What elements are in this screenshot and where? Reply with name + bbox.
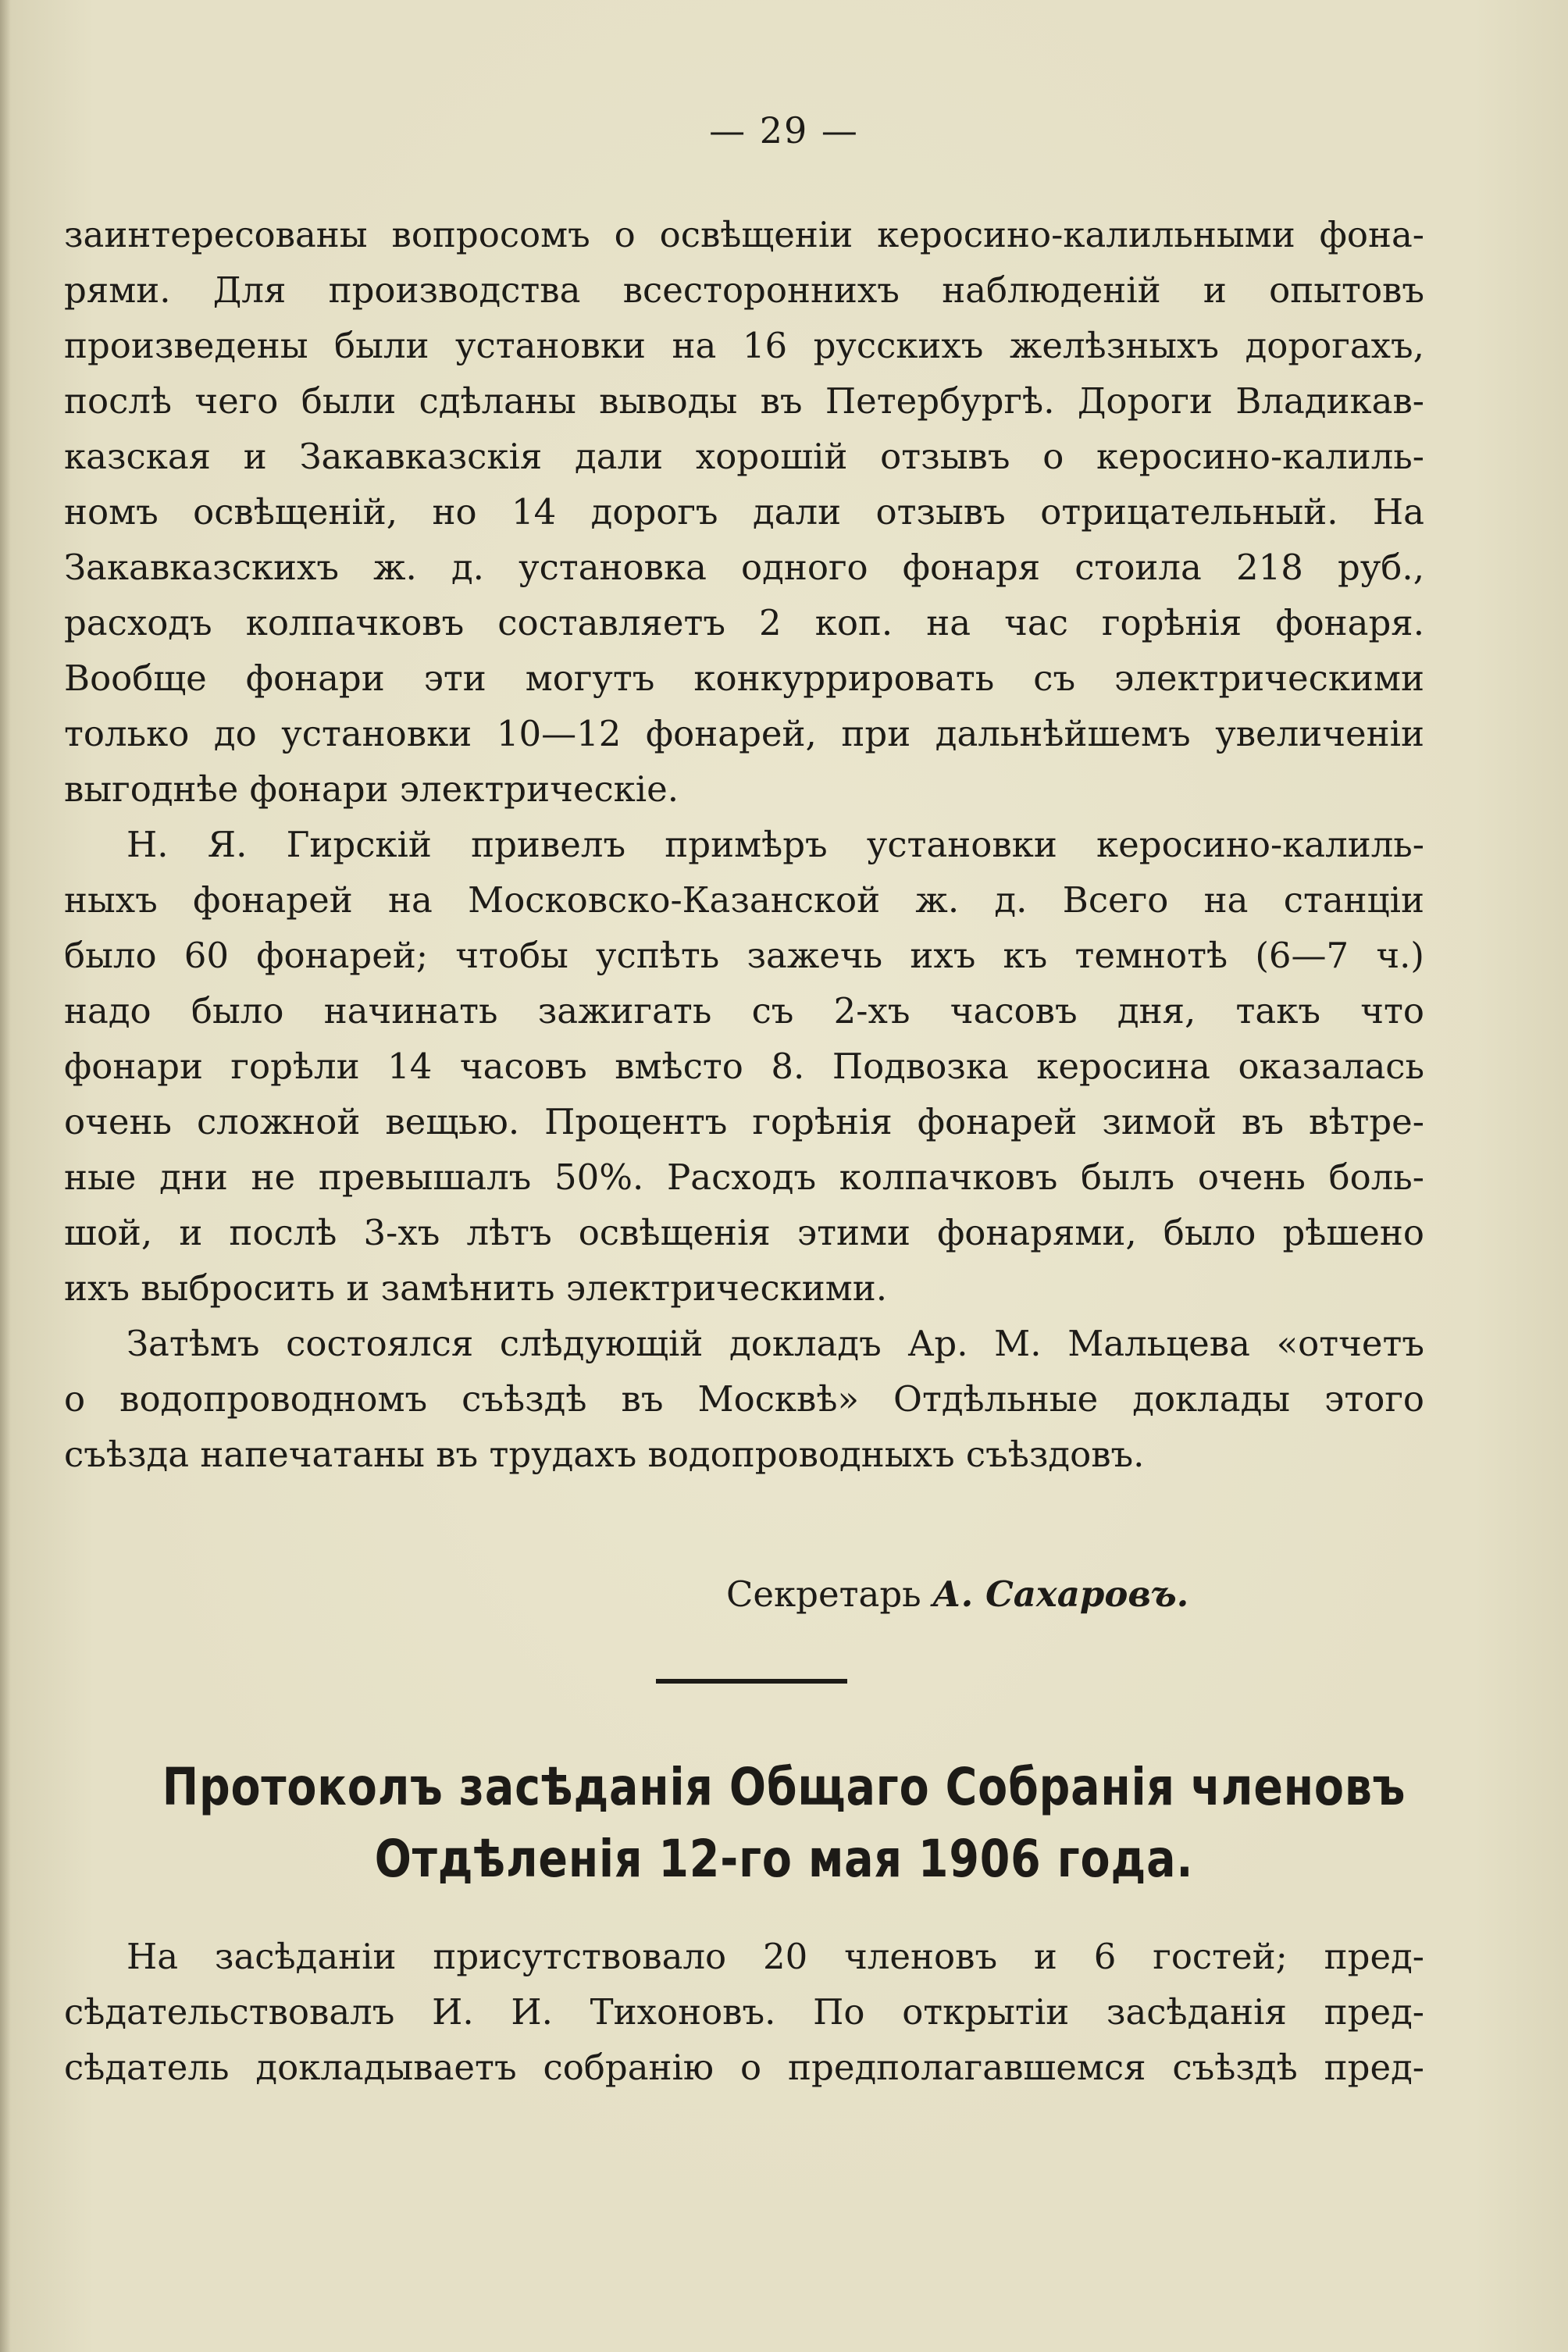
text-line: ихъ выбросить и замѣнить электрическими. [64,1267,888,1309]
page-number: — 29 — [709,109,859,151]
text-line: Затѣмъ состоялся слѣдующiй докладъ Ар. М. Мальцева «отчетъ [127,1323,1424,1364]
text-line: сѣдательствовалъ И. И. Тихоновъ. По открытiи засѣданiя пред- [64,1991,1424,2033]
section-heading-line-1: Протоколъ засѣданiя Общаго Собранiя членовъ [162,1757,1406,1817]
text-line: очень сложной вещью. Процентъ горѣнiя фонарей зимой въ вѣтре- [64,1101,1424,1142]
text-line: съѣзда напечатаны въ трудахъ водопроводныхъ съѣздовъ. [64,1434,1145,1475]
upper-text-block [64,207,1424,1482]
text-line: казская и Закавказскiя дали хорошiй отзывъ о керосино-калиль- [64,436,1424,477]
secretary-signature [726,1573,1188,1615]
text-line: На засѣданiи присутствовало 20 членовъ и 6 гостей; пред- [127,1936,1424,1977]
text-line: произведены были установки на 16 русскихъ желѣзныхъ дорогахъ, [64,325,1424,366]
signature-name: А. Сахаровъ. [932,1573,1189,1615]
text-line: Н. Я. Гирскiй привелъ примѣръ установки керосино-калиль- [127,824,1424,865]
text-line: Вообще фонари эти могутъ конкуррировать съ электрическими [64,657,1424,699]
text-line: ные дни не превышалъ 50%. Расходъ колпачковъ былъ очень боль- [64,1156,1424,1198]
section-heading-line-2: Отдѣленiя 12-го мая 1906 года. [374,1829,1194,1889]
section-divider [656,1679,847,1684]
text-line: ныхъ фонарей на Московско-Казанской ж. д. Всего на станцiи [64,879,1424,921]
text-line: было 60 фонарей; чтобы успѣть зажечь ихъ къ темнотѣ (6—7 ч.) [64,935,1424,976]
text-line: сѣдатель докладываетъ собранiю о предполагавшемся съѣздѣ пред- [64,2047,1424,2088]
text-line: заинтересованы вопросомъ о освѣщенiи керосино-калильными фона- [64,214,1424,255]
page-binding-shadow [0,0,11,2352]
text-line: шой, и послѣ 3-хъ лѣтъ освѣщенiя этими фонарями, было рѣшено [64,1212,1424,1253]
text-line: только до установки 10—12 фонарей, при дальнѣйшемъ увеличенiи [64,713,1424,754]
text-line: выгоднѣе фонари электрическiе. [64,768,679,810]
signature-role: Секретарь [726,1573,921,1615]
text-line: надо было начинать зажигать съ 2-хъ часовъ дня, такъ что [64,990,1424,1032]
text-line: Закавказскихъ ж. д. установка одного фонаря стоила 218 руб., [64,547,1424,588]
text-line: фонари горѣли 14 часовъ вмѣсто 8. Подвозка керосина оказалась [64,1046,1424,1087]
lower-text-block [64,1929,1424,2095]
text-line: расходъ колпачковъ составляетъ 2 коп. на час горѣнiя фонаря. [64,602,1424,643]
text-line: о водопроводномъ съѣздѣ въ Москвѣ» Отдѣльные доклады этого [64,1378,1424,1420]
text-line: послѣ чего были сдѣланы выводы въ Петербургѣ. Дороги Владикав- [64,380,1424,422]
text-line: номъ освѣщенiй, но 14 дорогъ дали отзывъ отрицательный. На [64,491,1424,533]
text-line: рями. Для производства всестороннихъ наблюденiй и опытовъ [64,269,1424,311]
